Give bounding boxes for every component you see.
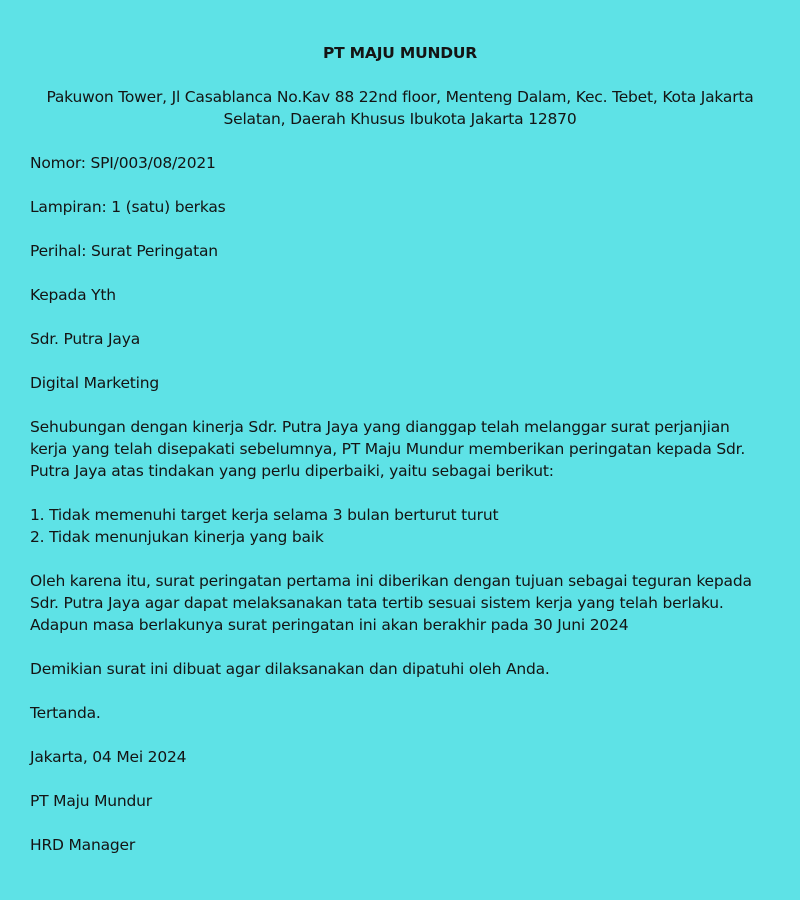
company-name-heading: PT MAJU MUNDUR bbox=[322, 44, 478, 62]
list-item: 1. Tidak memenuhi target kerja selama 3 bulan berturut turut bbox=[30, 506, 499, 524]
intro-paragraph: Sehubungan dengan kinerja Sdr. Putra Jaya yang dianggap telah melanggar surat perjanjian kerja yang telah disepakati sebelumnya, PT Maju Mundur memberikan peringatan kepada Sdr. Putra Jaya atas tindakan yang perlu diperbaiki, yaitu sebagai berikut: bbox=[30, 418, 746, 480]
letter-number: Nomor: SPI/003/08/2021 bbox=[30, 154, 216, 172]
company-address: Pakuwon Tower, Jl Casablanca No.Kav 88 22nd floor, Menteng Dalam, Kec. Tebet, Kota Jakarta Selatan, Daerah Khusus Ibukota Jakarta 12870 bbox=[46, 88, 754, 128]
signatory-company: PT Maju Mundur bbox=[30, 792, 152, 810]
warning-paragraph: Oleh karena itu, surat peringatan pertama ini diberikan dengan tujuan sebagai teguran kepada Sdr. Putra Jaya agar dapat melaksanakan tata tertib sesuai sistem kerja yang telah berlaku. Adapun masa berlakunya surat peringatan ini akan berakhir pada 30 Juni 2024 bbox=[30, 572, 752, 634]
closing-paragraph: Demikian surat ini dibuat agar dilaksanakan dan dipatuhi oleh Anda. bbox=[30, 660, 550, 678]
signatory-title: HRD Manager bbox=[30, 836, 136, 854]
recipient-division: Digital Marketing bbox=[30, 374, 160, 392]
addressee-salutation: Kepada Yth bbox=[30, 286, 116, 304]
subject-line: Perihal: Surat Peringatan bbox=[30, 242, 218, 260]
place-date: Jakarta, 04 Mei 2024 bbox=[30, 748, 187, 766]
signoff: Tertanda. bbox=[30, 704, 101, 722]
violations-list bbox=[30, 504, 770, 548]
list-item: 2. Tidak menunjukan kinerja yang baik bbox=[30, 528, 324, 546]
recipient-name: Sdr. Putra Jaya bbox=[30, 330, 140, 348]
attachment-line: Lampiran: 1 (satu) berkas bbox=[30, 198, 226, 216]
